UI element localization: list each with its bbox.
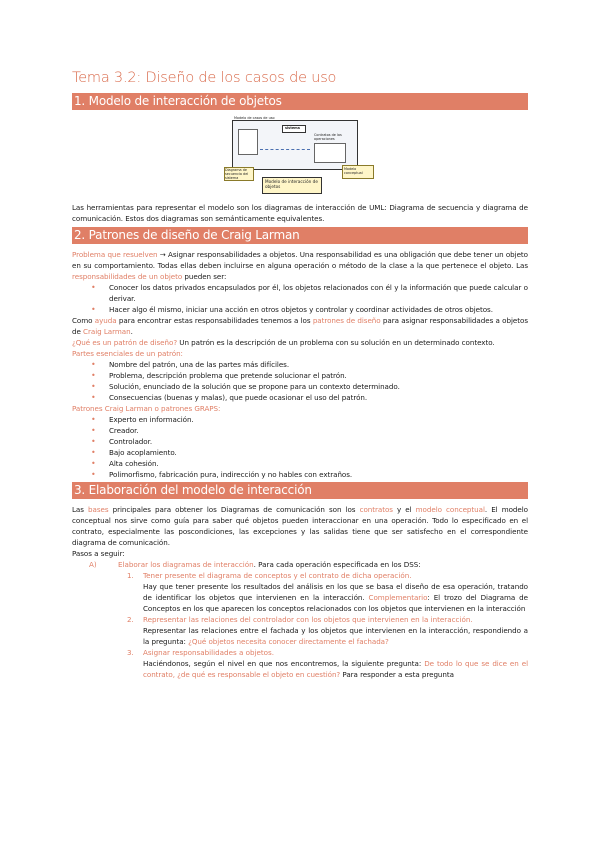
step-2-text-a: Representar las relaciones entre el fachada y los objetos que intervienen en la interacción, respondiendo a la pregunta: (143, 626, 528, 646)
step-2-marker: 2. (127, 615, 134, 624)
step-3-text-c: Para responder a esta pregunta (340, 670, 454, 679)
step-1 (72, 570, 528, 581)
step-3-question: De todo lo que se dice en el contrato, ¿de qué es responsable el objeto en cuestión? (143, 659, 529, 679)
system-box-label: sistema (285, 126, 300, 130)
step-1-body (72, 581, 528, 614)
section-2-heading: 2. Patrones de diseño de Craig Larman (72, 227, 528, 244)
step-3-marker: 3. (127, 648, 134, 657)
problem-text: → Asignar responsabilidades a objetos. Una responsabilidad es una obligación que debe tener un objeto en su comportamiento. Todas ellas deben incluirse en alguna operación o método de la clase a la que pertenece el objeto. Las (72, 250, 528, 270)
document-page (72, 70, 528, 680)
responsibilities-label: responsabilidades de un objeto (72, 272, 183, 281)
help-text-c: para encontrar estas responsabilidades tenemos a los (116, 316, 313, 325)
interaction-model-diagram (224, 115, 376, 194)
help-text-a: Como (72, 316, 95, 325)
list-item: • Problema, descripción problema que pretende solucionar el patrón. (72, 370, 528, 381)
list-item: • Consecuencias (buenas y malas), que puede ocasionar el uso del patrón. (72, 392, 528, 403)
contract-box (314, 143, 346, 163)
pattern-question-paragraph (72, 337, 528, 348)
list-item: • Polimorfismo, fabricación pura, indirección y no hables con extraños. (72, 469, 528, 480)
steps-heading: Pasos a seguir: (72, 549, 125, 558)
sequence-note-label: Diagrama de secuencia del sistema (225, 168, 249, 180)
pattern-parts-heading: Partes esenciales de un patrón: (72, 349, 183, 358)
design-patterns-label: patrones de diseño (312, 316, 381, 325)
step-2-question: ¿Qué objetos necesita conocer directamente el fachada? (188, 637, 389, 646)
step-2-body (72, 625, 528, 647)
diagram-connector (260, 149, 310, 150)
pattern-question: ¿Qué es un patrón de diseño? (72, 338, 178, 347)
problem-label: Problema que resuelven (72, 250, 158, 259)
responsibilities-list (72, 282, 528, 315)
bases-text-a: Las (72, 505, 89, 514)
list-item: • Bajo acoplamiento. (72, 447, 528, 458)
list-item: • Controlador. (72, 436, 528, 447)
help-paragraph (72, 315, 528, 337)
list-item: • Nombre del patrón, una de las partes más difíciles. (72, 359, 528, 370)
step-2-title: Representar las relaciones del controlador con los objetos que intervienen en la interacción. (143, 615, 473, 624)
craig-larman-label: Craig Larman (83, 327, 131, 336)
document-title: Tema 3.2: Diseño de los casos de uso (72, 70, 337, 86)
section-3-heading: 3. Elaboración del modelo de interacción (72, 482, 528, 499)
section-1-text: Las herramientas para representar el modelo son los diagramas de interacción de UML: Diagrama de secuencia y diagrama de comunicación. Estos dos diagramas son semánticamente equivalentes. (72, 203, 528, 223)
step-3-title: Asignar responsabilidades a objetos. (143, 648, 275, 657)
section-1-heading: 1. Modelo de interacción de objetos (72, 93, 528, 110)
contracts-label: contratos (359, 505, 393, 514)
bases-text-e: y el (392, 505, 416, 514)
grasp-list (72, 414, 528, 480)
problem-paragraph (72, 249, 528, 282)
step-3-body (72, 658, 528, 680)
bases-text-c: principales para obtener los Diagramas de comunicación son los (108, 505, 360, 514)
use-case-actor-box (238, 129, 258, 155)
list-item: • Experto en información. (72, 414, 528, 425)
pattern-answer: Un patrón es la descripción de un problema con su solución en un determinado contexto. (177, 338, 495, 347)
complementary-label: Complementario (368, 593, 428, 602)
caption-label: Modelo de interacción de objetos (265, 179, 318, 189)
bases-paragraph (72, 504, 528, 548)
responsibilities-suffix: pueden ser: (182, 272, 227, 281)
help-label: ayuda (94, 316, 117, 325)
step-a-title: Elaborar los diagramas de interacción (118, 560, 254, 569)
grasp-heading: Patrones Craig Larman o patrones GRAPS: (72, 404, 221, 413)
step-a-marker: A) (89, 560, 97, 569)
step-2 (72, 614, 528, 625)
step-a (72, 559, 528, 570)
help-text-e: para asignar responsabilidades a objetos de (72, 316, 528, 336)
list-item: • Solución, enunciado de la solución que se propone para un contexto determinado. (72, 381, 528, 392)
list-item: • Hacer algo él mismo, iniciar una acción en otros objetos y controlar y coordinar actividades de otros objetos. (72, 304, 528, 315)
list-item: • Alta cohesión. (72, 458, 528, 469)
step-3-text-a: Haciéndonos, según el nivel en que nos encontremos, la siguiente pregunta: (143, 659, 425, 668)
step-3 (72, 647, 528, 658)
conceptual-note-label: Modelo conceptual (344, 167, 363, 175)
conceptual-model-label: modelo conceptual (415, 505, 485, 514)
bases-text-g: . El modelo conceptual nos sirve como guía para saber qué objetos pueden interaccionar en una operación. Todo lo especificado en el contrato, especialmente las poscondiciones, las excepciones y las salidas tiene que ser satisfecho en el correspondiente diagrama de comunicación. (72, 505, 528, 547)
list-item: • Conocer los datos privados encapsulados por él, los objetos relacionados con él y la información que puede calcular o derivar. (72, 282, 528, 304)
step-1-title: Tener presente el diagrama de conceptos y el contrato de dicha operación. (143, 571, 412, 580)
step-1-text-c: : El trozo del Diagrama de Conceptos en los que aparecen los conceptos relacionados con los objetos que intervienen en la interacción (143, 593, 528, 613)
diagram-label-use-cases: Modelo de casos de uso (234, 116, 275, 120)
list-item: • Creador. (72, 425, 528, 436)
diagram-label-contracts: Contratos de las operaciones (314, 133, 342, 141)
pattern-parts-list (72, 359, 528, 403)
help-text-g: . (130, 327, 133, 336)
step-a-text: . Para cada operación especificada en los DSS: (253, 560, 421, 569)
step-1-marker: 1. (127, 571, 134, 580)
bases-label: bases (88, 505, 109, 514)
step-1-text-a: Hay que tener presente los resultados del análisis en los que se basa el diseño de esa operación, tratando de identificar los objetos que intervienen en la interacción. (143, 582, 528, 602)
